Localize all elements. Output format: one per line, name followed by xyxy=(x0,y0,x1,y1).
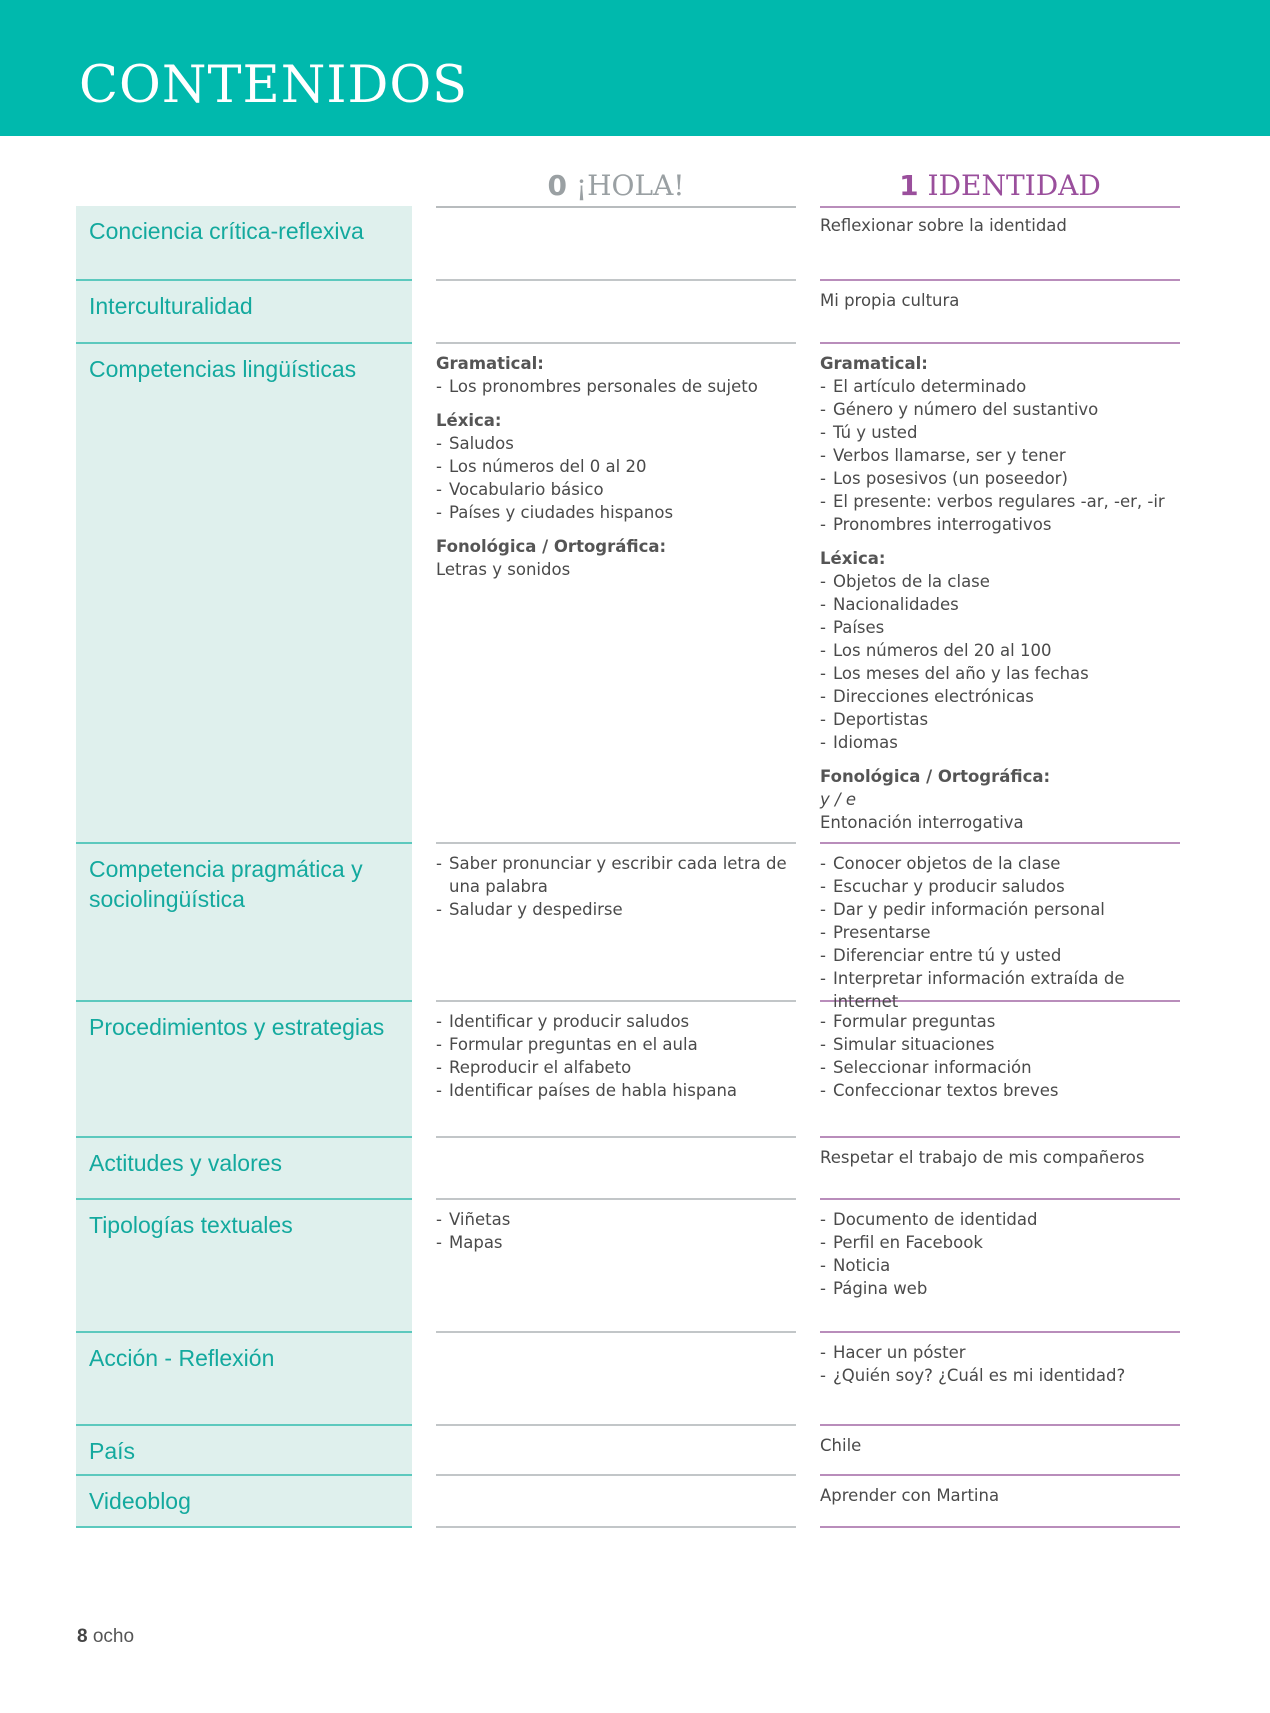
list-item: - Hacer un póster xyxy=(820,1341,1180,1364)
page-number: 8 xyxy=(77,1626,88,1647)
content-section xyxy=(820,765,1180,834)
list-item: - Objetos de la clase xyxy=(820,570,1180,593)
table-row xyxy=(0,1333,1270,1426)
row-category: Competencia pragmática y sociolingüística xyxy=(76,844,412,1002)
row-category: Videoblog xyxy=(76,1476,412,1528)
header-banner xyxy=(0,0,1270,136)
table-row xyxy=(0,1426,1270,1476)
list-item: - Los pronombres personales de sujeto xyxy=(436,375,796,398)
cell-text: y / e xyxy=(820,790,856,809)
unit-0-cell xyxy=(436,344,796,844)
list-item: - Perfil en Facebook xyxy=(820,1231,1180,1254)
bullet-list xyxy=(436,852,796,921)
cell-text: Respetar el trabajo de mis compañeros xyxy=(820,1148,1145,1167)
list-item: - Deportistas xyxy=(820,708,1180,731)
unit-0-cell xyxy=(436,1002,796,1138)
unit-title: IDENTIDAD xyxy=(927,169,1101,202)
table-row xyxy=(0,1476,1270,1528)
list-item: - Formular preguntas xyxy=(820,1010,1180,1033)
list-item: - Diferenciar entre tú y usted xyxy=(820,944,1180,967)
list-item: - Conocer objetos de la clase xyxy=(820,852,1180,875)
bullet-list xyxy=(436,1208,796,1254)
row-category: Interculturalidad xyxy=(76,281,412,344)
list-item: - Documento de identidad xyxy=(820,1208,1180,1231)
table-row xyxy=(0,281,1270,344)
unit-0-cell xyxy=(436,1333,796,1426)
unit-number: 0 xyxy=(547,169,567,202)
cell-text: Mi propia cultura xyxy=(820,291,960,310)
unit-0-cell xyxy=(436,281,796,344)
list-item: - Identificar y producir saludos xyxy=(436,1010,796,1033)
section-heading: Gramatical: xyxy=(436,354,544,373)
list-item: - Confeccionar textos breves xyxy=(820,1079,1180,1102)
section-heading: Gramatical: xyxy=(820,354,928,373)
table-row xyxy=(0,344,1270,844)
unit-0-cell xyxy=(436,206,796,281)
list-item: - Los números del 0 al 20 xyxy=(436,455,796,478)
content-section xyxy=(436,535,796,581)
bullet-list xyxy=(820,1010,1180,1102)
list-item: - Direcciones electrónicas xyxy=(820,685,1180,708)
list-item: - El artículo determinado xyxy=(820,375,1180,398)
page-footer xyxy=(77,1626,134,1648)
list-item: - Mapas xyxy=(436,1231,796,1254)
list-item: - Viñetas xyxy=(436,1208,796,1231)
row-category: Actitudes y valores xyxy=(76,1138,412,1200)
list-item: - Presentarse xyxy=(820,921,1180,944)
cell-text: Reflexionar sobre la identidad xyxy=(820,216,1067,235)
unit-1-cell xyxy=(820,1426,1180,1476)
list-item: - El presente: verbos regulares -ar, -er, -ir xyxy=(820,490,1180,513)
list-item: - Los meses del año y las fechas xyxy=(820,662,1180,685)
unit-1-cell xyxy=(820,206,1180,281)
cell-text: Letras y sonidos xyxy=(436,560,571,579)
table-row xyxy=(0,844,1270,1011)
list-item: - Pronombres interrogativos xyxy=(820,513,1180,536)
table-row xyxy=(0,1138,1270,1200)
bullet-list xyxy=(820,1341,1180,1387)
list-item: - Tú y usted xyxy=(820,421,1180,444)
list-item: - Nacionalidades xyxy=(820,593,1180,616)
column-header-unit-0 xyxy=(436,166,796,208)
list-item: - Saber pronunciar y escribir cada letra de una palabra xyxy=(436,852,796,898)
bullet-list xyxy=(820,1208,1180,1300)
list-item: - Interpretar información extraída de internet xyxy=(820,967,1180,1013)
row-category: Conciencia crítica-reflexiva xyxy=(76,206,412,281)
bullet-list xyxy=(436,375,796,398)
table-row xyxy=(0,1200,1270,1333)
unit-0-cell xyxy=(436,1426,796,1476)
list-item: - Escuchar y producir saludos xyxy=(820,875,1180,898)
section-heading: Léxica: xyxy=(820,549,886,568)
row-category: Acción - Reflexión xyxy=(76,1333,412,1426)
list-item: - Los números del 20 al 100 xyxy=(820,639,1180,662)
content-section xyxy=(820,547,1180,754)
list-item: - Saludar y despedirse xyxy=(436,898,796,921)
page-title: CONTENIDOS xyxy=(79,56,469,115)
unit-1-cell xyxy=(820,281,1180,344)
content-section xyxy=(436,352,796,398)
list-item: - ¿Quién soy? ¿Cuál es mi identidad? xyxy=(820,1364,1180,1387)
bullet-list xyxy=(820,375,1180,536)
unit-1-cell xyxy=(820,844,1180,1011)
row-category: País xyxy=(76,1426,412,1476)
unit-0-cell xyxy=(436,1200,796,1333)
section-heading: Fonológica / Ortográfica: xyxy=(820,767,1051,786)
list-item: - Idiomas xyxy=(820,731,1180,754)
list-item: - Países xyxy=(820,616,1180,639)
unit-0-cell xyxy=(436,1476,796,1528)
section-heading: Léxica: xyxy=(436,411,502,430)
list-item: - Dar y pedir información personal xyxy=(820,898,1180,921)
table-row xyxy=(0,1002,1270,1138)
unit-0-cell xyxy=(436,844,796,1002)
list-item: - Formular preguntas en el aula xyxy=(436,1033,796,1056)
list-item: - Género y número del sustantivo xyxy=(820,398,1180,421)
list-item: - Verbos llamarse, ser y tener xyxy=(820,444,1180,467)
row-category: Competencias lingüísticas xyxy=(76,344,412,844)
unit-1-cell xyxy=(820,1476,1180,1528)
bullet-list xyxy=(436,432,796,524)
unit-1-cell xyxy=(820,1333,1180,1426)
bullet-list xyxy=(820,852,1180,1013)
row-category: Procedimientos y estrategias xyxy=(76,1002,412,1138)
list-item: - Reproducir el alfabeto xyxy=(436,1056,796,1079)
table-row xyxy=(0,206,1270,281)
cell-text: Aprender con Martina xyxy=(820,1486,1000,1505)
content-section xyxy=(820,352,1180,536)
cell-text: Entonación interrogativa xyxy=(820,813,1024,832)
unit-1-cell xyxy=(820,1002,1180,1138)
unit-1-cell xyxy=(820,344,1180,844)
list-item: - Noticia xyxy=(820,1254,1180,1277)
unit-title: ¡HOLA! xyxy=(575,169,685,202)
list-item: - Vocabulario básico xyxy=(436,478,796,501)
page-number-word: ocho xyxy=(92,1626,135,1647)
list-item: - Saludos xyxy=(436,432,796,455)
list-item: - Países y ciudades hispanos xyxy=(436,501,796,524)
unit-number: 1 xyxy=(899,169,919,202)
content-section xyxy=(436,409,796,524)
unit-1-cell xyxy=(820,1200,1180,1333)
bullet-list xyxy=(820,570,1180,754)
unit-1-cell xyxy=(820,1138,1180,1200)
unit-0-cell xyxy=(436,1138,796,1200)
list-item: - Los posesivos (un poseedor) xyxy=(820,467,1180,490)
column-header-unit-1 xyxy=(820,166,1180,208)
section-heading: Fonológica / Ortográfica: xyxy=(436,537,667,556)
bullet-list xyxy=(436,1010,796,1102)
list-item: - Simular situaciones xyxy=(820,1033,1180,1056)
cell-text: Chile xyxy=(820,1436,862,1455)
list-item: - Página web xyxy=(820,1277,1180,1300)
row-category: Tipologías textuales xyxy=(76,1200,412,1333)
list-item: - Seleccionar información xyxy=(820,1056,1180,1079)
list-item: - Identificar países de habla hispana xyxy=(436,1079,796,1102)
